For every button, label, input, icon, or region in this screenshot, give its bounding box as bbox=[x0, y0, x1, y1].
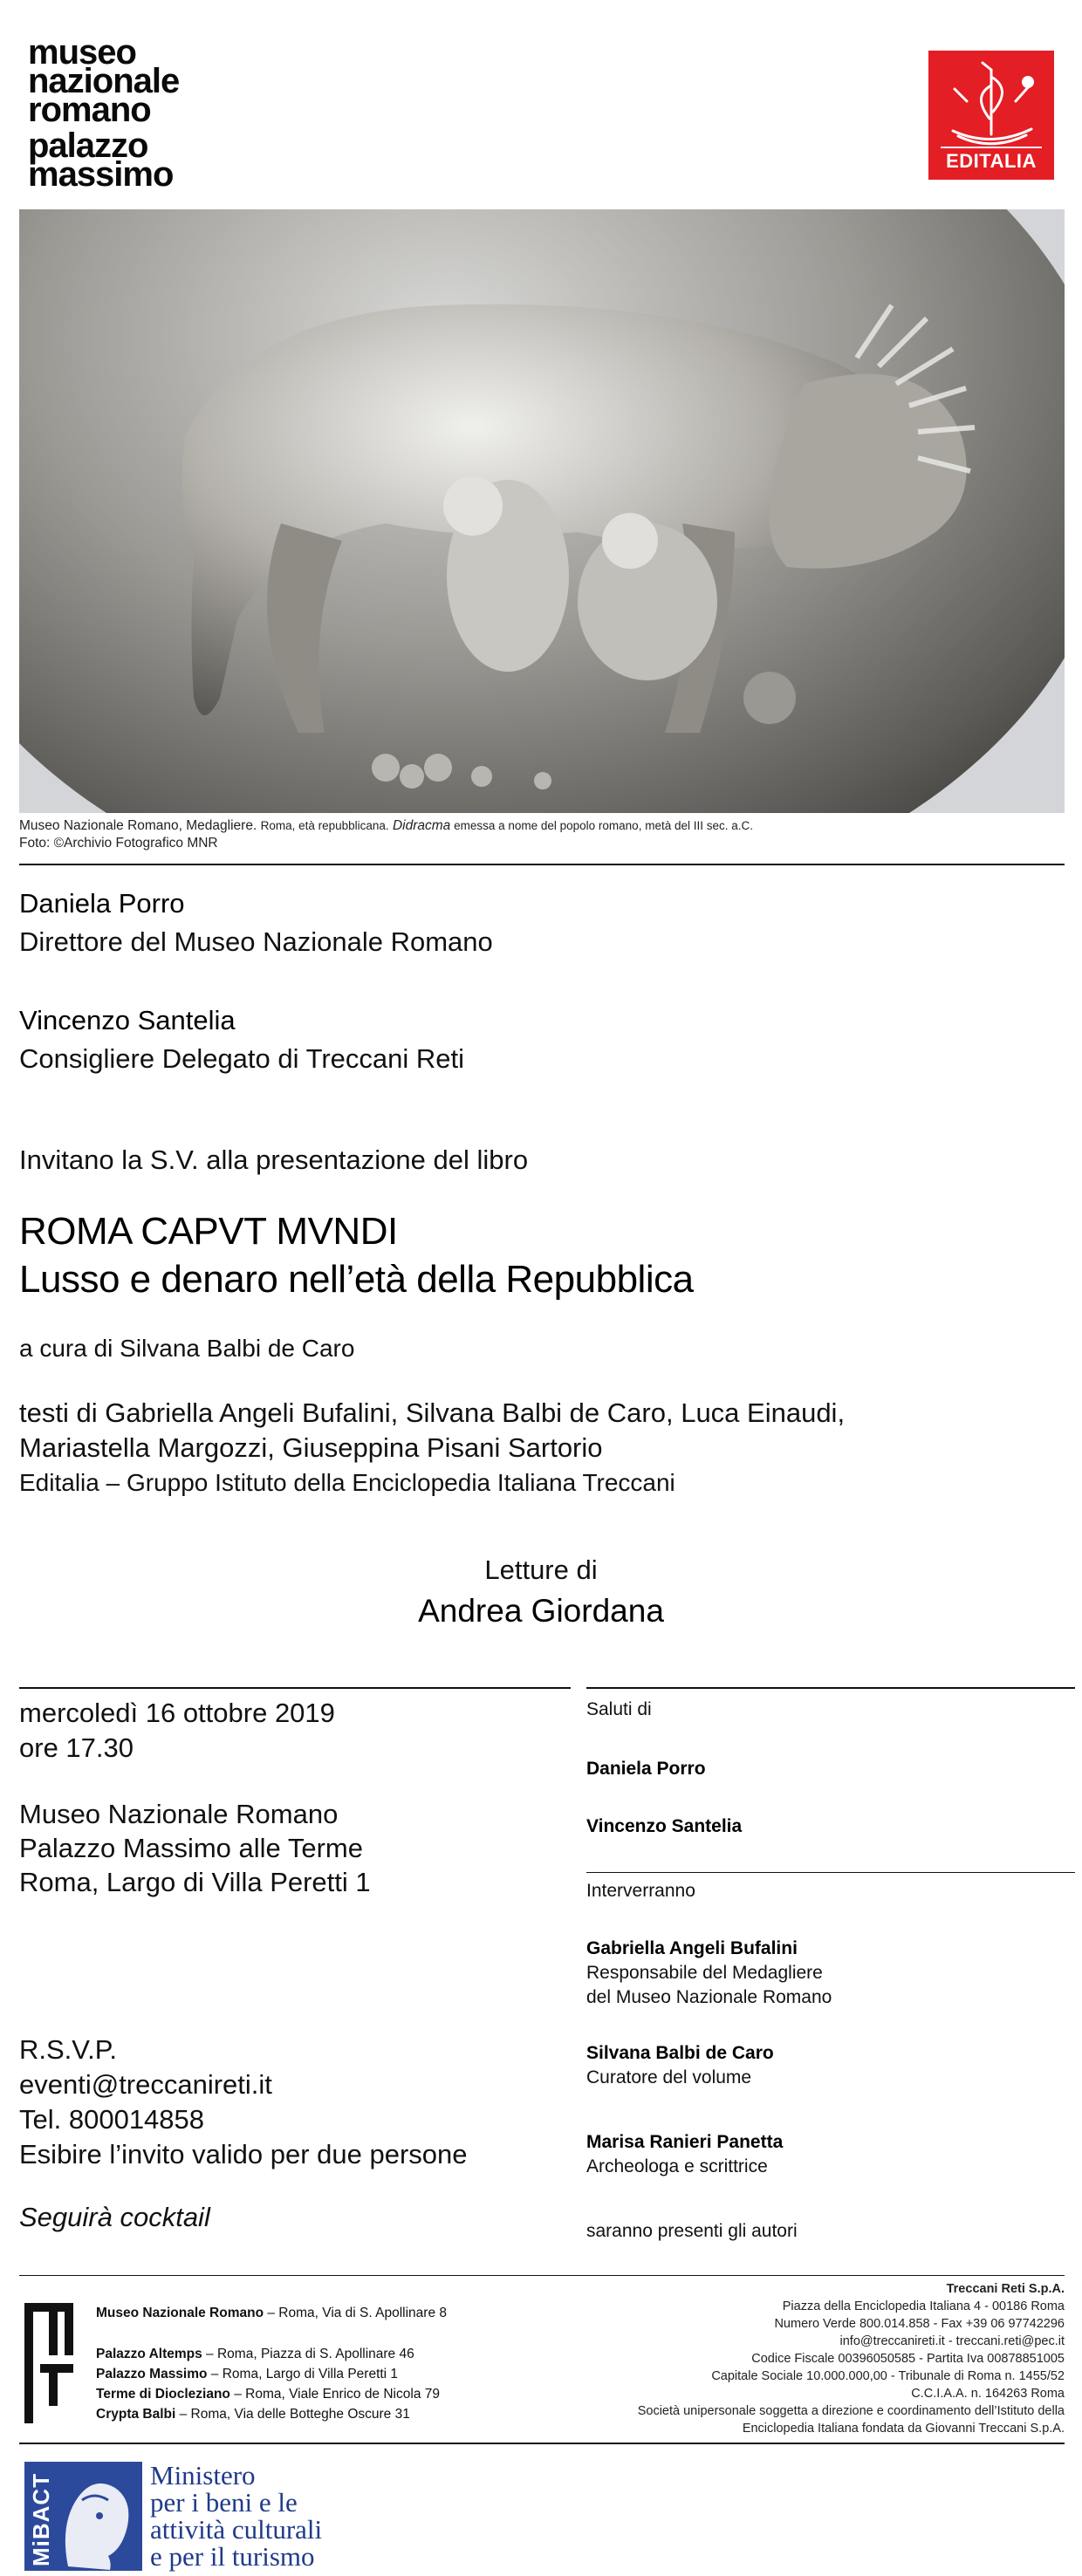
divider bbox=[19, 864, 1065, 865]
greeter-block bbox=[586, 1757, 706, 1781]
divider bbox=[19, 1687, 571, 1689]
closing-block bbox=[586, 2219, 798, 2244]
site-item bbox=[96, 2404, 447, 2424]
treccani-info bbox=[541, 2280, 1065, 2437]
speaker-role: Responsabile del Medagliere bbox=[586, 1963, 823, 1983]
readings-label: Letture di bbox=[484, 1554, 598, 1585]
cocktail-note: Seguirà cocktail bbox=[19, 2202, 210, 2232]
site-name: Crypta Balbi bbox=[96, 2407, 176, 2422]
company-note: Società unipersonale soggetta a direzione e coordinamento dell’Istituto della bbox=[637, 2404, 1065, 2418]
site-address: – Roma, Piazza di S. Apollinare 46 bbox=[202, 2347, 414, 2361]
company-note: Enciclopedia Italiana fondata da Giovanni Treccani S.p.A. bbox=[742, 2422, 1065, 2436]
speaker-block bbox=[586, 1937, 832, 2010]
mnr-logo-icon bbox=[24, 2303, 77, 2423]
caption-line bbox=[19, 817, 1049, 835]
invitation-text: Invitano la S.V. alla presentazione del libro bbox=[19, 1145, 529, 1175]
divider bbox=[19, 2275, 1065, 2276]
host-name: Daniela Porro bbox=[19, 888, 185, 919]
site-item bbox=[96, 2364, 447, 2384]
speaker-role: Archeologa e scrittrice bbox=[586, 2156, 768, 2176]
company-registry: C.C.I.A.A. n. 164263 Roma bbox=[911, 2387, 1065, 2401]
event-date: mercoledì 16 ottobre 2019 bbox=[19, 1698, 335, 1728]
rsvp-label: R.S.V.P. bbox=[19, 2034, 118, 2065]
coin-photograph bbox=[19, 209, 1065, 813]
site-name: Terme di Diocleziano bbox=[96, 2387, 230, 2402]
speaker-block bbox=[586, 2041, 774, 2090]
reader-name: Andrea Giordana bbox=[418, 1593, 664, 1629]
divider bbox=[586, 1687, 1075, 1689]
host-role: Consigliere Delegato di Treccani Reti bbox=[19, 1043, 465, 1074]
event-venue: Palazzo Massimo alle Terme bbox=[19, 1833, 363, 1863]
caption-coin-type: Didracma bbox=[392, 818, 451, 833]
ministry-line: Ministero bbox=[150, 2460, 256, 2491]
museum-logo-line: nazionale bbox=[28, 62, 180, 100]
speakers-label: Interverranno bbox=[586, 1881, 695, 1901]
ministry-line: per i beni e le bbox=[150, 2487, 298, 2518]
museum-logo-line: museo bbox=[28, 33, 136, 72]
editalia-logo bbox=[928, 51, 1054, 180]
speaker-block bbox=[586, 2130, 783, 2179]
caption-credit: Foto: ©Archivio Fotografico MNR bbox=[19, 836, 218, 851]
divider bbox=[19, 2443, 1065, 2444]
greeter-block bbox=[586, 1814, 742, 1839]
museum-logo-line: palazzo bbox=[28, 126, 148, 165]
image-caption bbox=[19, 817, 1049, 852]
company-tax-id: Codice Fiscale 00396050585 - Partita Iva 00878851005 bbox=[751, 2352, 1065, 2366]
event-time: ore 17.30 bbox=[19, 1732, 134, 1763]
caption-description: emessa a nome del popolo romano, metà del III sec. a.C. bbox=[450, 819, 753, 832]
greeter-name: Vincenzo Santelia bbox=[586, 1816, 743, 1836]
book-authors: Mariastella Margozzi, Giuseppina Pisani Sartorio bbox=[19, 1432, 603, 1463]
museum-logo bbox=[28, 33, 237, 194]
host-role: Direttore del Museo Nazionale Romano bbox=[19, 926, 493, 957]
company-phone: Numero Verde 800.014.858 - Fax +39 06 97742296 bbox=[774, 2317, 1065, 2331]
speaker-name: Silvana Balbi de Caro bbox=[586, 2043, 774, 2063]
caption-period: Roma, età repubblicana. bbox=[260, 819, 389, 832]
caption-source: Museo Nazionale Romano, Medagliere. bbox=[19, 818, 257, 833]
site-name: Palazzo Massimo bbox=[96, 2367, 208, 2381]
book-authors: testi di Gabriella Angeli Bufalini, Silvana Balbi de Caro, Luca Einaudi, bbox=[19, 1397, 846, 1428]
speaker-name: Gabriella Angeli Bufalini bbox=[586, 1938, 798, 1958]
invitation-note: Esibire l’invito valido per due persone bbox=[19, 2139, 468, 2169]
authors-note: saranno presenti gli autori bbox=[586, 2221, 798, 2241]
mibact-logo bbox=[24, 2462, 142, 2571]
museum-logo-line: romano bbox=[28, 91, 151, 129]
company-capital: Capitale Sociale 10.000.000,00 - Tribunale di Roma n. 1455/52 bbox=[711, 2369, 1065, 2383]
divider bbox=[586, 1872, 1075, 1873]
ministry-line: e per il turismo bbox=[150, 2541, 315, 2572]
greeter-name: Daniela Porro bbox=[586, 1759, 706, 1779]
rsvp-email-link[interactable]: eventi@treccanireti.it bbox=[19, 2069, 272, 2100]
host-name: Vincenzo Santelia bbox=[19, 1005, 236, 1035]
speaker-role: del Museo Nazionale Romano bbox=[586, 1987, 832, 2007]
site-address: – Roma, Via di S. Apollinare 8 bbox=[264, 2306, 448, 2320]
site-address: – Roma, Via delle Botteghe Oscure 31 bbox=[175, 2407, 410, 2422]
rsvp-phone: Tel. 800014858 bbox=[19, 2104, 205, 2135]
program-column bbox=[586, 1687, 1075, 1689]
ministry-name bbox=[150, 2462, 322, 2570]
company-name-text: Treccani Reti S.p.A. bbox=[946, 2282, 1065, 2296]
site-name: Museo Nazionale Romano bbox=[96, 2306, 264, 2320]
speakers-block bbox=[586, 1879, 695, 1903]
museum-logo-line: massimo bbox=[28, 155, 174, 194]
program-column bbox=[586, 1698, 652, 1722]
event-address: Roma, Largo di Villa Peretti 1 bbox=[19, 1867, 371, 1897]
book-publisher: Editalia – Gruppo Istituto della Enciclopedia Italiana Treccani bbox=[19, 1469, 675, 1496]
site-name: Palazzo Altemps bbox=[96, 2347, 202, 2361]
mibact-acronym: MiBACT bbox=[28, 2472, 54, 2566]
site-item bbox=[96, 2384, 447, 2404]
greetings-label: Saluti di bbox=[586, 1699, 652, 1719]
site-item bbox=[96, 2303, 447, 2323]
museum-sites bbox=[96, 2303, 447, 2424]
speaker-role: Curatore del volume bbox=[586, 2067, 752, 2087]
speaker-name: Marisa Ranieri Panetta bbox=[586, 2132, 784, 2152]
book-curator: a cura di Silvana Balbi de Caro bbox=[19, 1335, 355, 1362]
event-venue: Museo Nazionale Romano bbox=[19, 1799, 339, 1829]
site-address: – Roma, Viale Enrico de Nicola 79 bbox=[229, 2387, 440, 2402]
editalia-wordmark: EDITALIA bbox=[946, 150, 1037, 172]
site-item bbox=[96, 2344, 447, 2364]
company-address: Piazza della Enciclopedia Italiana 4 - 00186 Roma bbox=[782, 2299, 1065, 2313]
site-address: – Roma, Largo di Villa Peretti 1 bbox=[207, 2367, 399, 2381]
book-title: ROMA CAPVT MVNDI bbox=[19, 1210, 398, 1253]
book-subtitle: Lusso e denaro nell’età della Repubblica bbox=[19, 1258, 694, 1301]
ministry-line: attività culturali bbox=[150, 2514, 323, 2545]
company-name bbox=[541, 2280, 1065, 2298]
company-email: info@treccanireti.it - treccani.reti@pec.it bbox=[839, 2334, 1065, 2348]
